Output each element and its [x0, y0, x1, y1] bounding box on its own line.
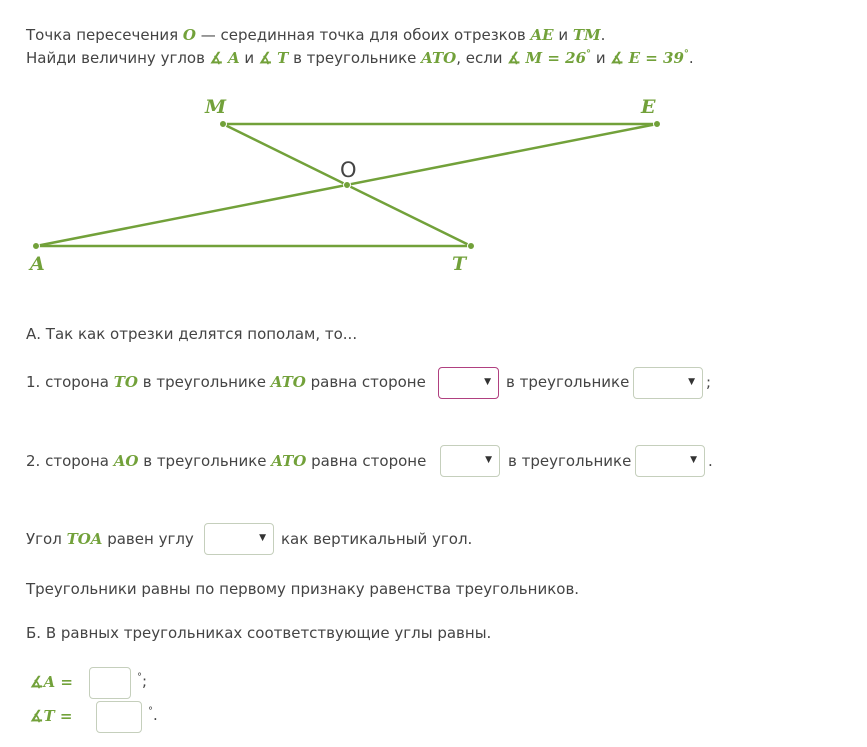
problem-text: Точка пересечения	[26, 26, 183, 44]
chevron-down-icon: ▼	[259, 533, 266, 543]
segment-tm: TM	[572, 26, 601, 44]
label-t: T	[452, 253, 467, 275]
degree-sign: °	[148, 706, 153, 717]
angle-symbol: ∡	[30, 673, 44, 691]
problem-text: в треугольнике	[288, 49, 422, 67]
geometry-diagram	[0, 0, 700, 290]
angle-a: A	[227, 49, 240, 67]
angle-toa: TOA	[66, 530, 103, 548]
problem-text: Найди величину углов	[26, 49, 210, 67]
equals-sign: =	[55, 673, 73, 691]
label-a: A	[30, 253, 45, 275]
angle-m-value: M = 26	[525, 49, 587, 67]
item-text: Угол	[26, 530, 67, 548]
angle-t-label	[30, 707, 72, 725]
problem-text: и	[553, 26, 573, 44]
vertical-angle-text	[26, 530, 194, 548]
problem-text: .	[688, 49, 694, 67]
triangle-ato: ATO	[421, 49, 457, 67]
segment-ae: AE	[530, 26, 554, 44]
triangles-equal-conclusion: Треугольники равны по первому признаку равенства треугольников.	[26, 580, 580, 598]
point-o-dot	[344, 182, 351, 189]
chevron-down-icon: ▼	[688, 377, 695, 387]
item-1-text	[26, 373, 426, 391]
item-text: .	[153, 706, 158, 724]
angle-t: T	[43, 707, 55, 725]
chevron-down-icon: ▼	[485, 455, 492, 465]
point-o: O	[182, 26, 196, 44]
item-text: 1. сторона	[26, 373, 114, 391]
item-text: равна стороне	[305, 373, 426, 391]
angle-a-suffix	[137, 672, 147, 690]
angle-symbol: ∡	[209, 49, 224, 67]
angle-symbol: ∡	[610, 49, 624, 67]
vertical-angle-select[interactable]	[204, 523, 274, 555]
item-text: в треугольнике	[138, 452, 272, 470]
item-1-triangle-text: в треугольнике	[506, 373, 630, 391]
chevron-down-icon: ▼	[484, 377, 491, 387]
triangle-ato: ATO	[271, 452, 307, 470]
item-text: 2. сторона	[26, 452, 114, 470]
item-text: в треугольнике	[137, 373, 271, 391]
side-to: TO	[113, 373, 138, 391]
angle-symbol: ∡	[507, 49, 521, 67]
angle-e-value: E = 39	[628, 49, 684, 67]
side-equal-select-2[interactable]	[440, 445, 500, 477]
section-b-header: Б. В равных треугольниках соответствующие углы равны.	[26, 624, 492, 642]
problem-text: — серединная точка для обоих отрезков	[196, 26, 531, 44]
item-1-end: ;	[706, 373, 712, 391]
equals-sign: =	[54, 707, 73, 725]
angle-a: A	[43, 673, 56, 691]
chevron-down-icon: ▼	[690, 455, 697, 465]
item-2-triangle-text: в треугольнике	[508, 452, 632, 470]
degree-sign: °	[137, 672, 142, 683]
item-2-end: .	[708, 452, 713, 470]
point-t-dot	[468, 243, 475, 250]
vertical-angle-suffix: как вертикальный угол.	[281, 530, 473, 548]
side-equal-select-1[interactable]	[438, 367, 499, 399]
angle-a-input[interactable]	[89, 667, 131, 699]
degree-sign: °	[586, 49, 592, 60]
angle-symbol: ∡	[30, 707, 44, 725]
triangle-ato: ATO	[270, 373, 306, 391]
triangle-select-2[interactable]	[635, 445, 705, 477]
problem-text: и	[591, 49, 611, 67]
point-m-dot	[220, 121, 227, 128]
problem-text: , если	[456, 49, 508, 67]
problem-text: и	[239, 49, 259, 67]
label-m: M	[205, 96, 227, 118]
label-o: O	[340, 158, 357, 182]
item-text: ;	[142, 672, 148, 690]
point-a-dot	[33, 243, 40, 250]
triangle-select-1[interactable]	[633, 367, 703, 399]
degree-sign: °	[683, 49, 689, 60]
point-e-dot	[654, 121, 661, 128]
angle-t-input[interactable]	[96, 701, 142, 733]
angle-a-label	[30, 673, 73, 691]
angle-symbol: ∡	[258, 49, 273, 67]
angle-t-suffix	[148, 706, 158, 724]
item-text: равен углу	[102, 530, 194, 548]
item-text: равна стороне	[306, 452, 427, 470]
item-2-text	[26, 452, 426, 470]
label-e: E	[641, 96, 656, 118]
section-a-header: А. Так как отрезки делятся пополам, то...	[26, 325, 358, 343]
side-ao: AO	[113, 452, 139, 470]
angle-t: T	[277, 49, 289, 67]
problem-text: .	[600, 26, 606, 44]
